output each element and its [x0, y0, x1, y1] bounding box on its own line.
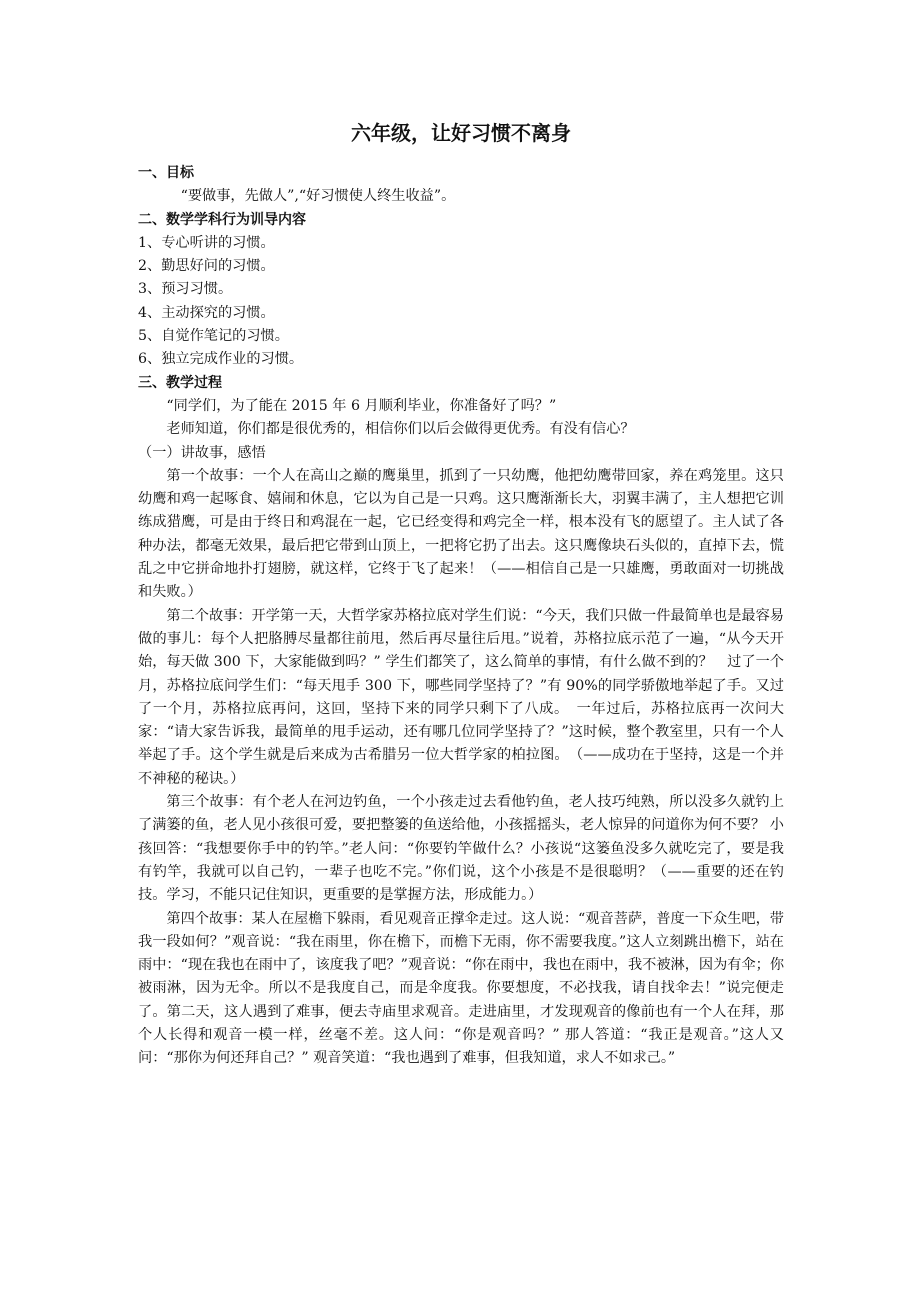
- section-heading-goals: 一、目标: [138, 165, 194, 181]
- habit-item: 6、独立完成作业的习惯。: [138, 351, 304, 368]
- habit-item: 3、预习习惯。: [138, 281, 233, 298]
- subsection-heading-stories: （一）讲故事，感悟: [138, 444, 266, 461]
- habit-item: 5、自觉作笔记的习惯。: [138, 328, 289, 345]
- section-heading-content: 二、数学学科行为训导内容: [138, 211, 306, 228]
- section-heading-process: 三、教学过程: [138, 374, 222, 391]
- habit-item: 2、勤思好问的习惯。: [138, 258, 275, 275]
- document-page: [138, 118, 784, 1071]
- intro-paragraph-1: “同学们，为了能在 2015 年 6 月顺利毕业，你准备好了吗？”: [166, 397, 557, 414]
- habit-item: 4、主动探究的习惯。: [138, 304, 275, 321]
- story-paragraph-4: 第四个故事：某人在屋檐下躲雨，看见观音正撑伞走过。这人说：“观音菩萨，普度一下众生吧，带我一段如何？”观音说：“我在雨里，你在檐下，而檐下无雨，你不需要我度。”这人立刻跳出檐下，站在雨中：“现在我也在雨中了，该度我了吧？”观音说：“你在雨中，我也在雨中，我不被淋，因为有伞；你被雨淋，因为无伞。所以不是我度自己，而是伞度我。你要想度，不必找我，请自找伞去！”说完便走了。第二天，这人遇到了难事，便去寺庙里求观音。走进庙里，才发现观音的像前也有一个人在拜，那个人长得和观音一模一样，丝毫不差。这人问：“你是观音吗？” 那人答道：“我正是观音。”这人又问：“那你为何还拜自己？” 观音笑道：“我也遇到了难事，但我知道，求人不如求己。”: [138, 910, 785, 1067]
- story-paragraph-2: 第二个故事：开学第一天，大哲学家苏格拉底对学生们说：“今天，我们只做一件最简单也是最容易做的事儿：每个人把胳膊尽量都往前甩，然后再尽量往后甩。”说着，苏格拉底示范了一遍，“从今天开始，每天做 300 下，大家能做到吗？” 学生们都笑了，这么简单的事情，有什么做不到的？ 过了一个月，苏格拉底问学生们：“每天甩手 300 下，哪些同学坚持了？”有 90%的同学骄傲地举起了手。又过了一个月，苏格拉底再问，这回，坚持下来的同学只剩下了八成。 一年过后，苏格拉底再一次问大家：“请大家告诉我，最简单的甩手运动，还有哪几位同学坚持了？”这时候，整个教室里，只有一个人举起了手。这个学生就是后来成为古希腊另一位大哲学家的柏拉图。 （——成功在于坚持，这是一个并不神秘的秘诀。）: [138, 607, 784, 787]
- goals-text: “要做事，先做人”,“好习惯使人终生收益”。: [180, 188, 456, 205]
- story-paragraph-1: 第一个故事：一个人在高山之巅的鹰巢里，抓到了一只幼鹰，他把幼鹰带回家，养在鸡笼里。这只幼鹰和鸡一起啄食、嬉闹和休息，它以为自己是一只鸡。这只鹰渐渐长大，羽翼丰满了，主人想把它训练成猎鹰，可是由于终日和鸡混在一起，它已经变得和鸡完全一样，根本没有飞的愿望了。主人试了各种办法，都毫无效果，最后把它带到山顶上，一把将它扔了出去。这只鹰像块石头似的，直掉下去，慌乱之中它拼命地扑打翅膀，就这样，它终于飞了起来！（——相信自己是一只雄鹰，勇敢面对一切挑战和失败。）: [138, 467, 784, 601]
- story-paragraph-3: 第三个故事：有个老人在河边钓鱼，一个小孩走过去看他钓鱼，老人技巧纯熟，所以没多久就钓上了满篓的鱼，老人见小孩很可爱，要把整篓的鱼送给他，小孩摇摇头，老人惊异的问道你为何不要？ 小孩回答：“我想要你手中的钓竿。”老人问：“你要钓竿做什么？小孩说“这篓鱼没多久就吃完了，要是我有钓竿，我就可以自己钓，一辈子也吃不完。”你们说，这个小孩是不是很聪明？（——重要的还在钓技。学习，不能只记住知识，更重要的是掌握方法，形成能力。）: [138, 794, 784, 904]
- intro-paragraph-2: 老师知道，你们都是很优秀的，相信你们以后会做得更优秀。有没有信心？: [166, 421, 635, 438]
- document-title: 六年级，让好习惯不离身: [351, 121, 571, 145]
- habit-item: 1、专心听讲的习惯。: [138, 234, 275, 251]
